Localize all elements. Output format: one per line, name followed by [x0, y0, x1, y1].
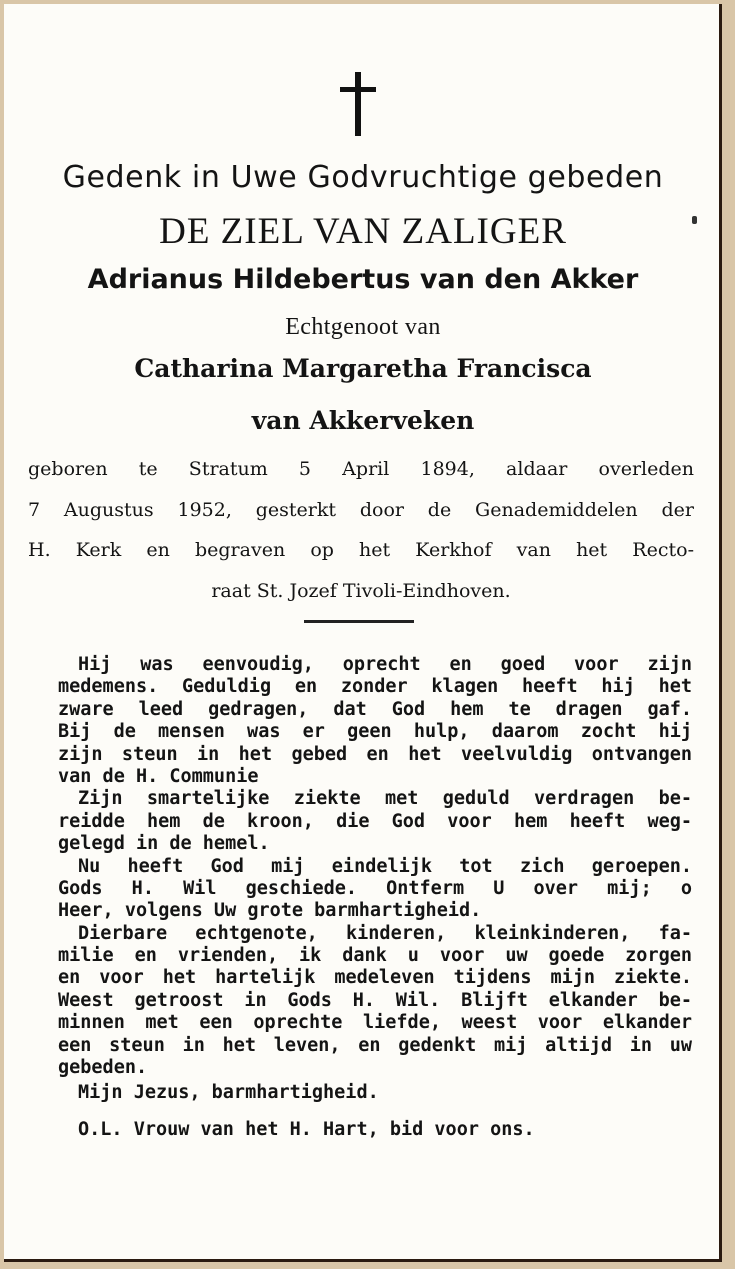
biography-line: raat St. Jozef Tivoli-Eindhoven.: [211, 579, 511, 602]
memorial-text: [58, 654, 692, 1141]
closing-prayer-1: Mijn Jezus, barmhartigheid.: [78, 1082, 379, 1104]
biography: [28, 454, 694, 616]
text-line: en voor het hartelijk medeleven tijdens mijn ziekte.: [58, 967, 692, 989]
text-line: minnen met een oprechte liefde, weest voor elkander: [58, 1012, 692, 1034]
text-line: een steun in het leven, en gedenkt mij altijd in uw: [58, 1034, 692, 1056]
closing-prayer-2: O.L. Vrouw van het H. Hart, bid voor ons.: [78, 1118, 535, 1140]
heading: DE ZIEL VAN ZALIGER: [159, 211, 567, 252]
biography-line: H. Kerk en begraven op het Kerkhof van het Recto-: [28, 539, 694, 561]
text-line: Gods H. Wil geschiede. Ontferm U over mij; o: [58, 877, 692, 899]
text-line: Heer, volgens Uw grote barmhartigheid.: [58, 900, 482, 922]
text-line: Bij de mensen was er geen hulp, daarom zocht hij: [58, 721, 692, 743]
text-line: Zijn smartelijke ziekte met geduld verdragen be-: [78, 788, 692, 810]
text-line: zware leed gedragen, dat God hem te dragen gaf.: [58, 698, 692, 720]
relation-label: Echtgenoot van: [285, 314, 441, 340]
text-line: Weest getroost in Gods H. Wil. Blijft elkander be-: [58, 989, 692, 1011]
biography-line: 7 Augustus 1952, gesterkt door de Genademiddelen der: [28, 498, 694, 521]
memorial-card: [4, 4, 722, 1262]
text-line: zijn steun in het gebed en het veelvuldig ontvangen: [58, 743, 692, 765]
spouse-name-line2: van Akkerveken: [251, 406, 475, 435]
cross-icon: [340, 72, 376, 136]
text-line: Nu heeft God mij eindelijk tot zich geroepen.: [78, 855, 692, 877]
text-line: milie en vrienden, ik dank u voor uw goede zorgen: [58, 945, 692, 967]
print-speck: [692, 216, 697, 224]
text-line: gebeden.: [58, 1057, 148, 1079]
text-line: Dierbare echtgenote, kinderen, kleinkinderen, fa-: [78, 922, 692, 944]
spouse-name-line1: Catharina Margaretha Francisca: [134, 354, 592, 383]
text-line: gelegd in de hemel.: [58, 833, 270, 855]
text-line: Hij was eenvoudig, oprecht en goed voor zijn: [78, 654, 692, 675]
divider: [304, 620, 414, 623]
text-line: reidde hem de kroon, die God voor hem heeft weg-: [58, 810, 692, 832]
biography-line: geboren te Stratum 5 April 1894, aldaar overleden: [28, 458, 694, 480]
deceased-name: Adrianus Hildebertus van den Akker: [87, 264, 639, 295]
text-line: medemens. Geduldig en zonder klagen heeft hij het: [58, 676, 692, 698]
invocation: Gedenk in Uwe Godvruchtige gebeden: [62, 160, 664, 195]
text-line: van de H. Communie: [58, 765, 259, 787]
